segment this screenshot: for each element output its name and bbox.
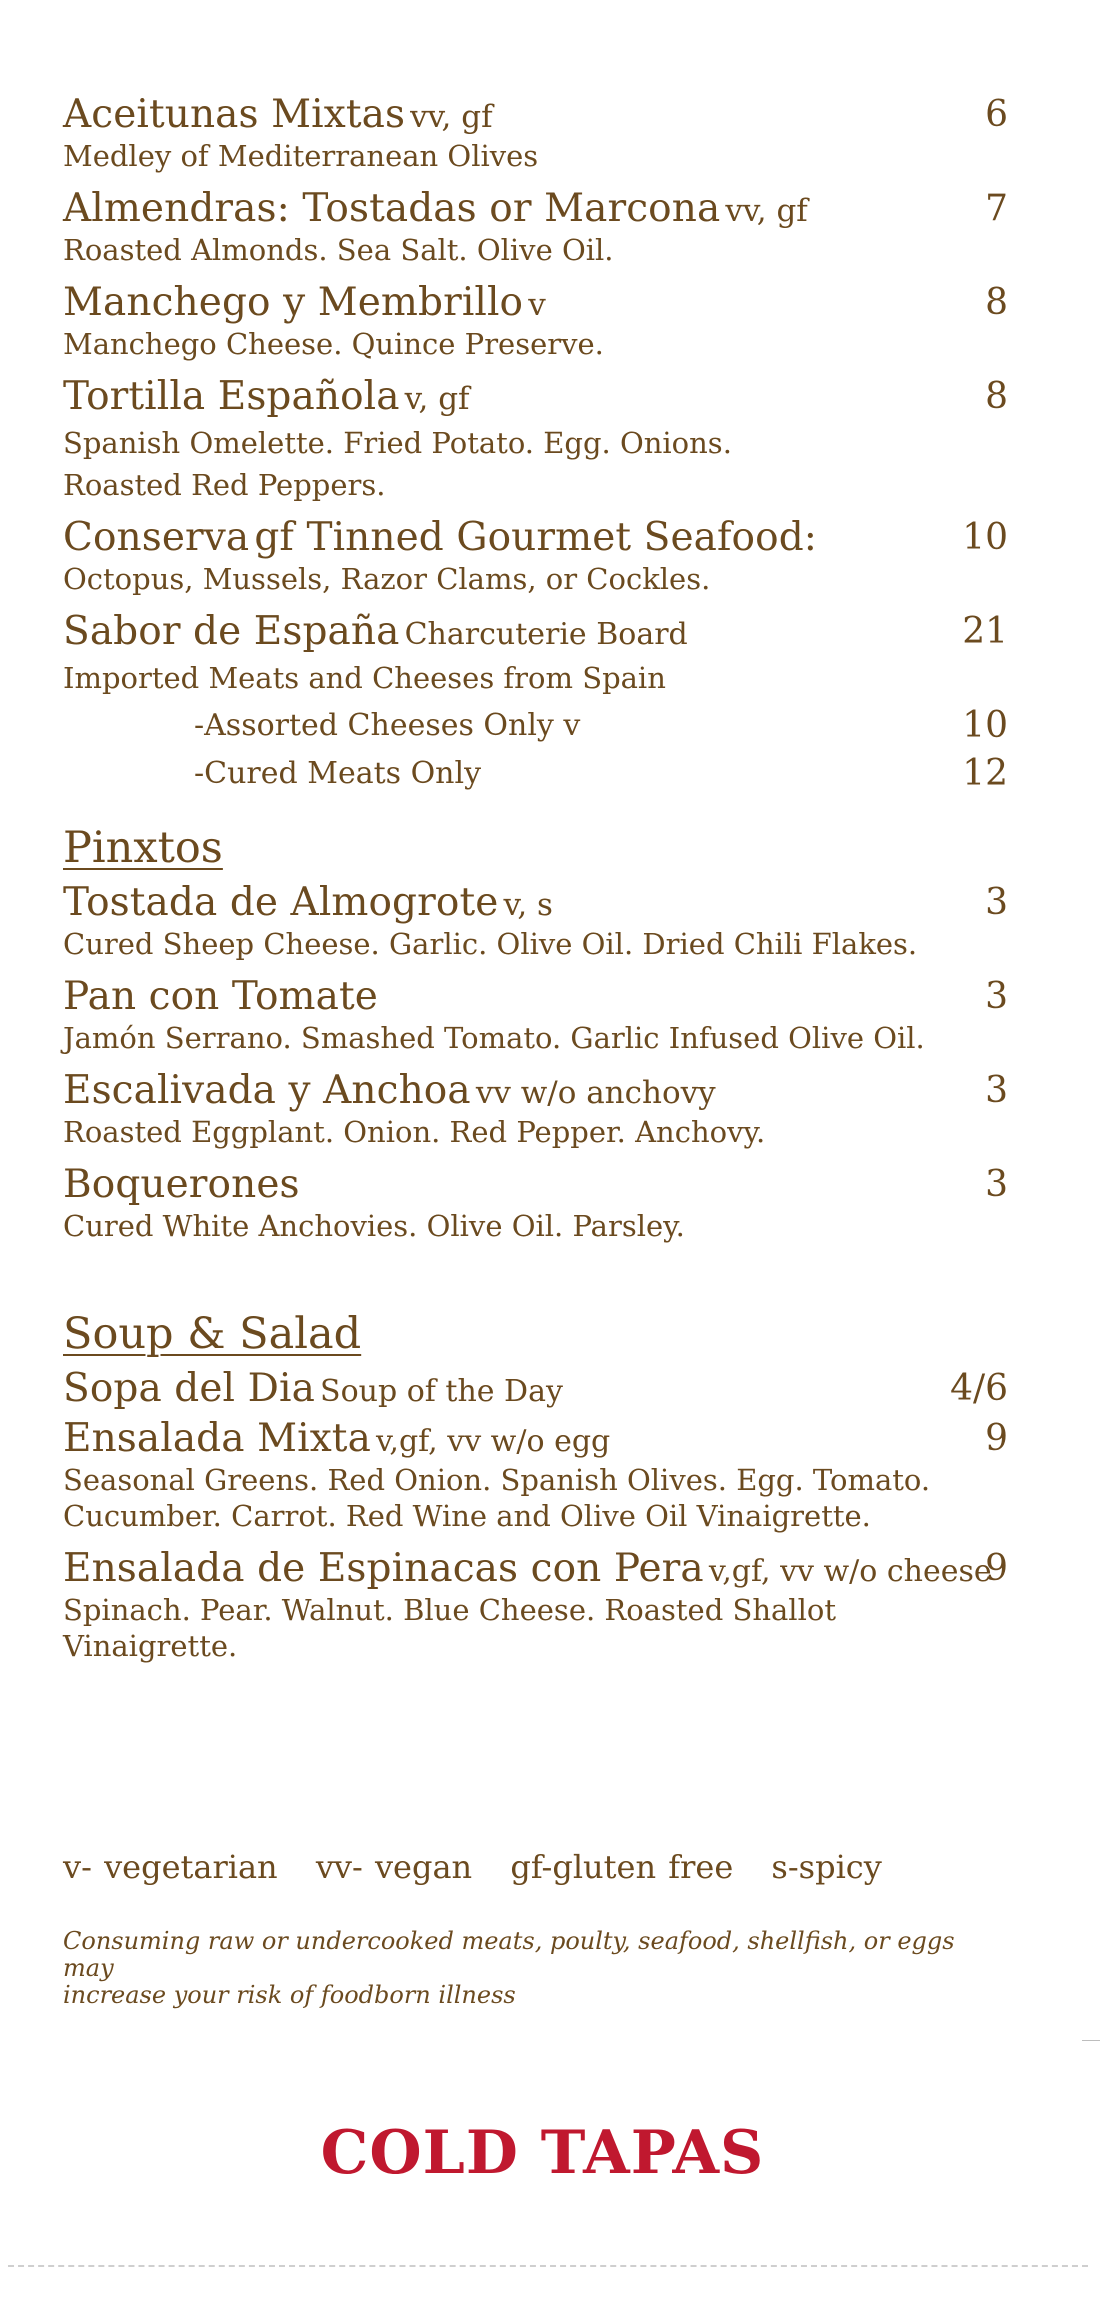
- item-price: 3: [985, 1070, 1008, 1111]
- item-price: 9: [985, 1548, 1008, 1589]
- item-head: [63, 280, 1008, 326]
- menu-content: [63, 92, 1008, 1676]
- item-tags: vv w/o anchovy: [475, 1075, 716, 1111]
- item-desc: Roasted Eggplant. Onion. Red Pepper. Anchovy.: [63, 1115, 766, 1149]
- disclaimer-line-1: Consuming raw or undercooked meats, poulty, seafood, shellfish, or eggs may: [63, 1927, 955, 1982]
- item-tags: v: [528, 287, 546, 323]
- sabor-option-cheeses: [194, 702, 1008, 750]
- legend-vegan: vv- vegan: [315, 1848, 473, 1886]
- section-title-soup-salad: Soup & Salad: [63, 1309, 362, 1359]
- item-price: 7: [985, 188, 1008, 229]
- item-name: Boquerones: [63, 1162, 300, 1207]
- fold-line: [8, 2265, 1088, 2267]
- option-price: 12: [962, 753, 1008, 794]
- legend-vegetarian: v- vegetarian: [63, 1848, 278, 1886]
- item-name: Aceitunas Mixtas: [63, 92, 406, 137]
- item-head: [63, 974, 1008, 1020]
- disclaimer-line-2: increase your risk of foodborn illness: [63, 1981, 516, 2009]
- item-head: [63, 1068, 1008, 1114]
- item-desc-2: Cucumber. Carrot. Red Wine and Olive Oil Vinaigrette.: [63, 1499, 871, 1533]
- item-price: 8: [985, 376, 1008, 417]
- item-head: [63, 1546, 1008, 1592]
- menu-item-aceitunas: [63, 92, 1008, 174]
- menu-item-sabor: [63, 609, 1008, 798]
- item-desc: Jamón Serrano. Smashed Tomato. Garlic Infused Olive Oil.: [63, 1021, 925, 1055]
- item-tags: v,gf, vv w/o cheese: [708, 1554, 992, 1589]
- item-head: [63, 515, 1008, 561]
- item-desc: Octopus, Mussels, Razor Clams, or Cockles.: [63, 562, 711, 596]
- item-name: Ensalada Mixta: [63, 1416, 371, 1461]
- item-name: Escalivada y Anchoa: [63, 1068, 471, 1113]
- item-price: 21: [962, 611, 1008, 652]
- menu-item-ensalada-espinacas: [63, 1546, 1008, 1664]
- section-title-pinxtos: Pinxtos: [63, 823, 223, 873]
- item-tags: v, s: [503, 887, 553, 923]
- item-tags: Soup of the Day: [320, 1374, 563, 1409]
- item-price: 6: [985, 94, 1008, 135]
- item-price: 4/6: [950, 1368, 1008, 1409]
- item-name: Conserva: [63, 515, 250, 560]
- item-tags: gf Tinned Gourmet Seafood:: [254, 515, 817, 560]
- item-price: 10: [962, 517, 1008, 558]
- item-head: [63, 880, 1008, 926]
- item-desc: Medley of Mediterranean Olives: [63, 139, 539, 173]
- legend-gluten-free: gf-gluten free: [510, 1848, 734, 1886]
- menu-item-almendras: [63, 186, 1008, 268]
- menu-item-escalivada: [63, 1068, 1008, 1150]
- item-name: Sabor de España: [63, 609, 400, 654]
- menu-item-conserva: [63, 515, 1008, 597]
- item-price: 9: [985, 1418, 1008, 1459]
- item-head: [63, 1416, 1008, 1462]
- menu-item-tostada: [63, 880, 1008, 962]
- item-price: 8: [985, 282, 1008, 323]
- item-head: [63, 1162, 1008, 1208]
- item-tags: vv, gf: [410, 99, 493, 135]
- dietary-legend: [63, 1848, 908, 1886]
- option-price: 10: [962, 705, 1008, 746]
- item-desc: Manchego Cheese. Quince Preserve.: [63, 327, 604, 361]
- menu-item-boquerones: [63, 1162, 1008, 1244]
- item-head: [63, 92, 1008, 138]
- item-tags: v,gf, vv w/o egg: [376, 1424, 611, 1459]
- item-desc: Cured Sheep Cheese. Garlic. Olive Oil. Dried Chili Flakes.: [63, 927, 918, 961]
- footer-title: COLD TAPAS: [320, 2118, 765, 2188]
- item-name: Ensalada de Espinacas con Pera: [63, 1546, 704, 1591]
- item-name: Almendras: Tostadas or Marcona: [63, 186, 721, 231]
- item-price: 3: [985, 1164, 1008, 1205]
- item-desc: Seasonal Greens. Red Onion. Spanish Olives. Egg. Tomato.: [63, 1463, 931, 1497]
- item-head: [63, 186, 1008, 232]
- menu-item-ensalada-mixta: [63, 1416, 1008, 1534]
- item-tags: v, gf: [404, 381, 470, 417]
- item-desc: Roasted Almonds. Sea Salt. Olive Oil.: [63, 233, 614, 267]
- item-name: Pan con Tomate: [63, 974, 378, 1019]
- item-name: Tostada de Almogrote: [63, 880, 499, 925]
- option-label: -Assorted Cheeses Only v: [194, 708, 581, 743]
- item-name: Tortilla Española: [63, 374, 400, 419]
- item-name: Manchego y Membrillo: [63, 280, 524, 325]
- item-price: 3: [985, 976, 1008, 1017]
- item-tags: vv, gf: [725, 193, 808, 229]
- sabor-option-meats: [194, 750, 1008, 798]
- item-desc: Spanish Omelette. Fried Potato. Egg. Onions.: [63, 426, 732, 460]
- item-desc: Spinach. Pear. Walnut. Blue Cheese. Roasted Shallot Vinaigrette.: [63, 1593, 836, 1663]
- menu-item-tortilla: [63, 374, 1008, 503]
- option-label: -Cured Meats Only: [194, 756, 482, 791]
- menu-item-sopa: [63, 1366, 1008, 1412]
- menu-item-pan-con-tomate: [63, 974, 1008, 1056]
- menu-item-manchego: [63, 280, 1008, 362]
- item-desc-2: Roasted Red Peppers.: [63, 468, 386, 502]
- item-tags: Charcuterie Board: [404, 617, 688, 652]
- legend-spicy: s-spicy: [771, 1848, 882, 1886]
- item-head: [63, 1366, 1008, 1412]
- item-price: 3: [985, 882, 1008, 923]
- item-head: [63, 609, 1008, 655]
- item-head: [63, 374, 1008, 420]
- item-name: Sopa del Dia: [63, 1366, 315, 1411]
- edge-mark: [1082, 2040, 1100, 2041]
- food-safety-disclaimer: [63, 1928, 963, 2009]
- item-desc: Imported Meats and Cheeses from Spain: [63, 661, 666, 695]
- item-desc: Cured White Anchovies. Olive Oil. Parsley.: [63, 1209, 685, 1243]
